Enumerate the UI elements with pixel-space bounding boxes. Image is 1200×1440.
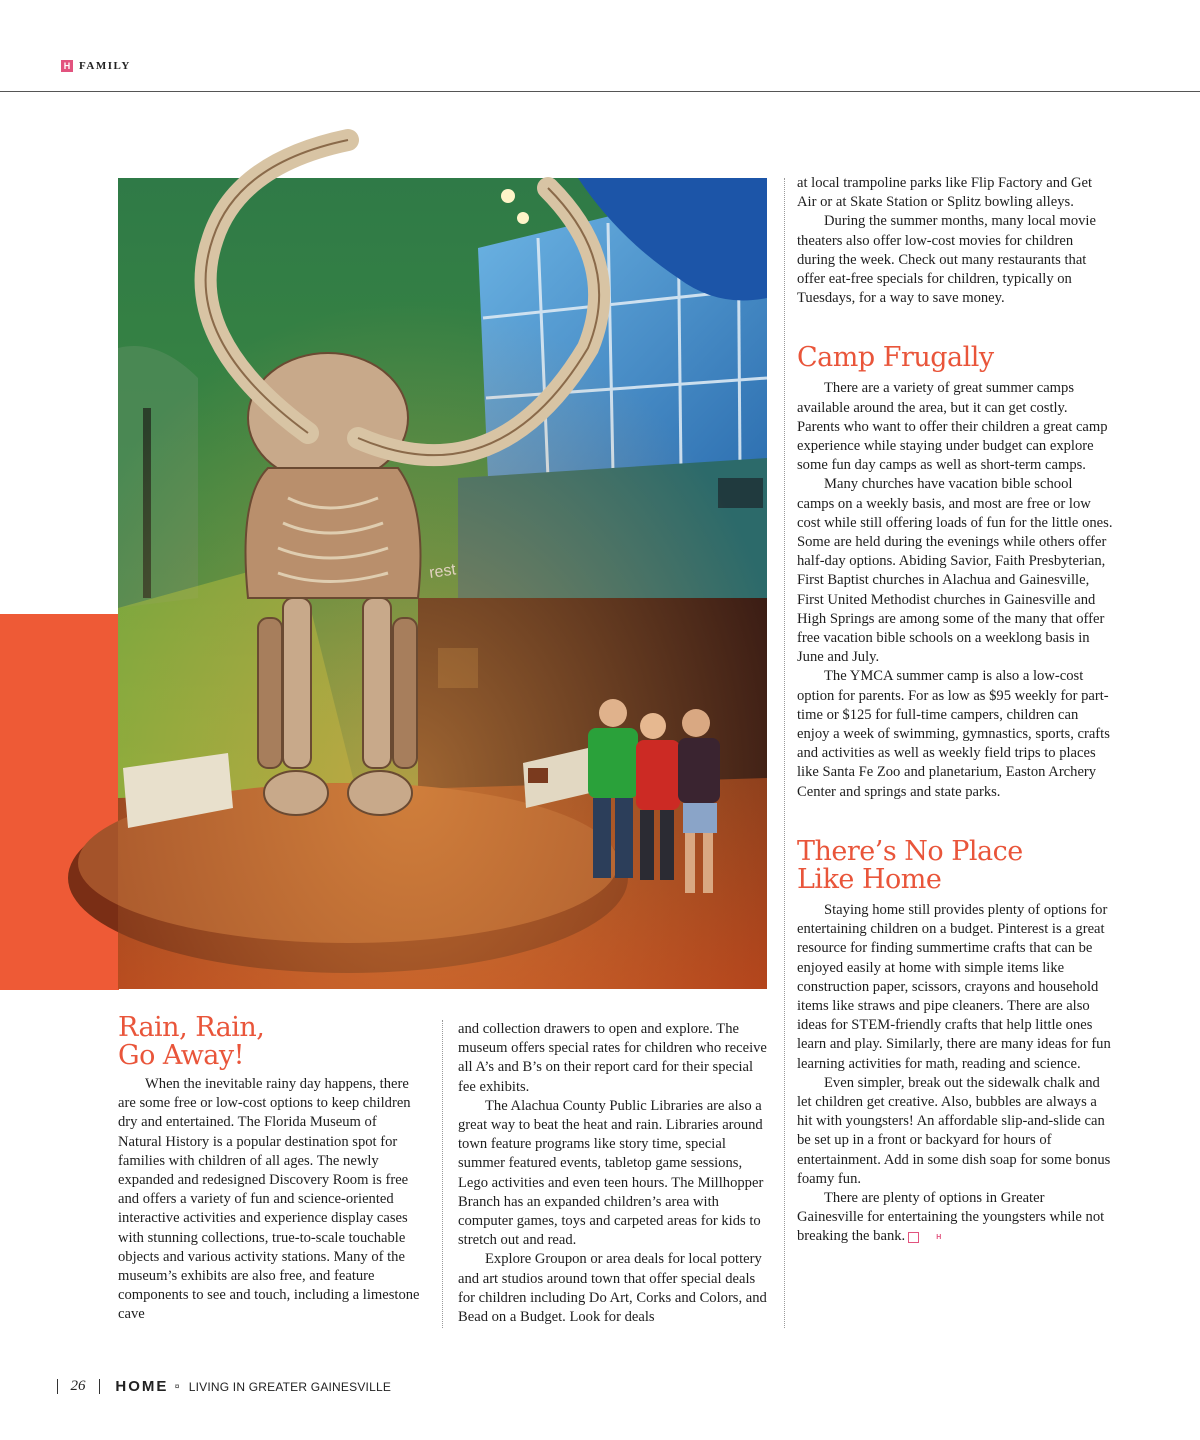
section-badge-icon: H (61, 60, 73, 72)
section-heading-rain (118, 1014, 424, 1070)
section-heading-camp: Camp Frugally (797, 342, 994, 374)
closing-text: There are plenty of options in Greater Gainesville for entertaining the youngsters while not breaking the bank. (797, 1189, 1105, 1245)
magazine-tagline: LIVING IN GREATER GAINESVILLE (188, 1379, 392, 1394)
column-divider (784, 178, 785, 1328)
body-paragraph: and collection drawers to open and explore. The museum offers special rates for children who receive all A’s and B’s on their report card for their special fee exhibits. (458, 1021, 767, 1095)
decorative-color-block (0, 614, 119, 990)
body-paragraph: Even simpler, break out the sidewalk chalk and let children get creative. Also, bubbles are always a hit with youngsters! An affordable slip-and-slide can be set up in a front or backyard for hours of entertainment. Add in some dish soap for some bonus foamy fun. (797, 1074, 1111, 1187)
article-column-1 (118, 1014, 424, 1325)
body-paragraph: There are a variety of great summer camps available around the area, but it can get costly. Parents who want to offer their children a great camp experience while staying under budget can explore some fun day camps as well as short-term camps. (797, 380, 1108, 474)
body-paragraph (797, 1189, 1113, 1247)
heading-line: Rain, Rain, (118, 1012, 265, 1043)
body-paragraph: Explore Groupon or area deals for local pottery and art studios around town that offer special deals for children including Do Art, Corks and Colors, and Bead on a Budget. Look for deals (458, 1251, 767, 1326)
body-paragraph: Many churches have vacation bible school camps on a weekly basis, and most are free or low cost while still offering loads of fun for the little ones. Some are held during the evenings while others offer half-day options. Abiding Savior, Faith Presbyterian, First Baptist churches in Alachua and Gainesville, First United Methodist churches in Gainesville and High Springs are among some of the many that offer free vacation bible schools on a weeklong basis in June and July. (797, 476, 1113, 666)
section-label: FAMILY (79, 60, 131, 72)
article-column-3 (797, 174, 1113, 1247)
page-number: 26 (70, 1378, 86, 1395)
page-footer (57, 1378, 391, 1398)
footer-divider (57, 1379, 58, 1394)
heading-line: Like Home (797, 863, 942, 895)
end-mark-icon: H (908, 1232, 919, 1243)
body-paragraph: at local trampoline parks like Flip Factory and Get Air or at Skate Station or Splitz bowling alleys. (797, 175, 1093, 211)
footer-separator: ¤ (174, 1382, 180, 1392)
section-heading-home (797, 835, 1113, 895)
body-paragraph: The Alachua County Public Libraries are also a great way to beat the heat and rain. Libraries around town feature programs like story time, special summer featured events, tabletop game sessions, Lego activities and even teen hours. The Millhopper Branch has an expanded children’s area with computer games, toys and carpeted areas for kids to stretch out and read. (458, 1097, 764, 1249)
body-paragraph: When the inevitable rainy day happens, there are some free or low-cost options to keep children dry and entertained. The Florida Museum of Natural History is a popular destination spot for families with children of all ages. The newly expanded and redesigned Discovery Room is free and offers a variety of fun and science-oriented interactive activities and experience display cases with stunning collections, true-to-scale touchable objects and various activity stations. Many of the museum’s exhibits are also free, and feature components to see and touch, including a limestone cave (118, 1076, 420, 1323)
header-divider (0, 91, 1200, 92)
heading-line: Go Away! (118, 1040, 245, 1071)
magazine-brand: HOME (115, 1378, 169, 1396)
body-paragraph: The YMCA summer camp is also a low-cost option for parents. For as low as $95 weekly for part-time or $125 for full-time campers, children can enjoy a week of swimming, gymnastics, sports, crafts and activities as well as weekly field trips to places like Santa Fe Zoo and planetarium, Easton Archery Center and springs and state parks. (797, 668, 1110, 800)
column-divider (442, 1020, 443, 1328)
footer-divider (99, 1379, 100, 1394)
mammoth-skeleton-photo (118, 178, 767, 989)
article-column-2 (458, 1020, 768, 1327)
body-paragraph: During the summer months, many local movie theaters also offer low-cost movies for children during the week. Check out many restaurants that offer eat-free specials for children, typically on Tuesdays, for a way to save money. (797, 213, 1096, 307)
heading-line: There’s No Place (797, 835, 1023, 867)
body-paragraph: Staying home still provides plenty of options for entertaining children on a budget. Pinterest is a great resource for finding summertime crafts that can be enjoyed easily at home with simple items like construction paper, scissors, crayons and household items like straws and pipe cleaners. There are also ideas for STEM-friendly crafts that help little ones learn and play. Similarly, there are many ideas for fun learning activities for math, reading and science. (797, 901, 1111, 1072)
